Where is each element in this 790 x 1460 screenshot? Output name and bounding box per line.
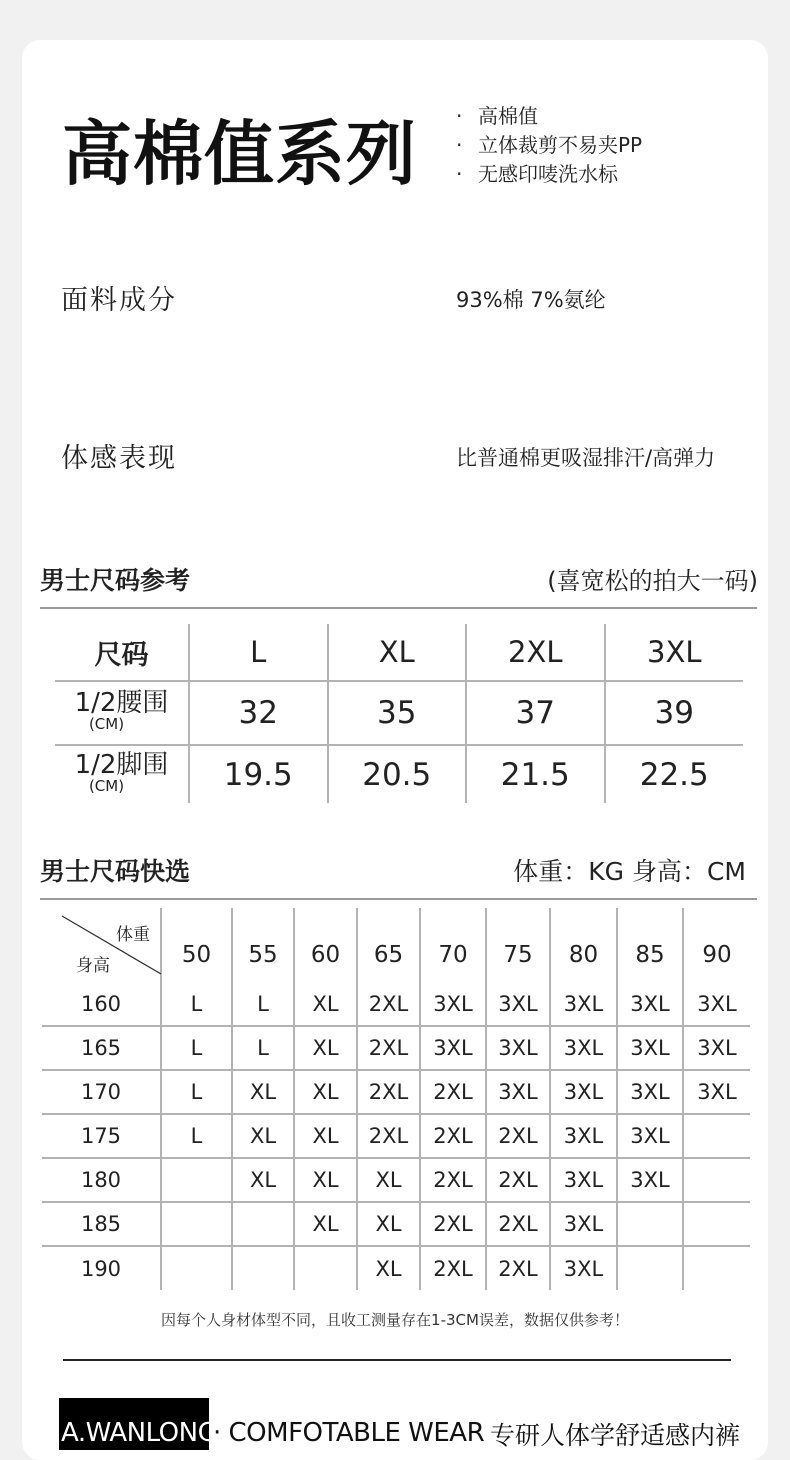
table-cell: 20.5	[328, 745, 467, 803]
table-row	[55, 681, 743, 745]
table-row	[42, 1114, 750, 1158]
quick-select-title: 男士尺码快选	[40, 857, 191, 886]
size-cell: 3XL	[617, 982, 683, 1026]
size-cell	[683, 1158, 750, 1202]
table-cell: 32	[189, 681, 328, 745]
size-cell: XL	[294, 1070, 357, 1114]
weight-header-cell: 80	[550, 908, 617, 982]
weight-header-cell: 50	[161, 908, 232, 982]
size-cell: 3XL	[550, 1070, 617, 1114]
size-cell	[617, 1202, 683, 1246]
measure-unit: (CM)	[88, 776, 125, 795]
size-ref-title: 男士尺码参考	[40, 566, 191, 595]
weight-header-cell: 65	[357, 908, 420, 982]
brand-name: A.WANLONG	[61, 1418, 218, 1448]
disclaimer-text: 因每个人身材体型不同，且收工测量存在1-3CM误差，数据仅供参考！	[161, 1311, 629, 1329]
size-cell: 3XL	[486, 1070, 550, 1114]
size-cell: 2XL	[357, 1070, 420, 1114]
weight-header-cell: 85	[617, 908, 683, 982]
size-cell: 2XL	[486, 1158, 550, 1202]
feature-item	[456, 131, 642, 160]
size-cell: XL	[357, 1246, 420, 1290]
size-cell: 2XL	[357, 1114, 420, 1158]
fabric-label: 面料成分	[61, 285, 177, 316]
size-cell: 2XL	[420, 1202, 486, 1246]
size-cell: 2XL	[357, 982, 420, 1026]
series-title: 高棉值系列	[62, 113, 417, 195]
table-cell: 19.5	[189, 745, 328, 803]
size-cell: XL	[232, 1158, 294, 1202]
size-cell: XL	[232, 1070, 294, 1114]
size-cell: 3XL	[550, 1158, 617, 1202]
bullet-dot: ·	[456, 133, 463, 157]
size-header-cell: XL	[328, 624, 467, 681]
size-cell: XL	[357, 1158, 420, 1202]
weight-header-cell: 55	[232, 908, 294, 982]
size-cell: L	[161, 1114, 232, 1158]
size-cell: XL	[294, 1114, 357, 1158]
height-header-cell: 160	[42, 982, 161, 1026]
size-cell: 3XL	[486, 1026, 550, 1070]
feature-list	[456, 102, 642, 189]
size-cell: L	[232, 982, 294, 1026]
quick-select-units: 体重：KG 身高：CM	[513, 857, 746, 886]
size-cell	[161, 1158, 232, 1202]
weight-header-cell: 75	[486, 908, 550, 982]
size-cell: 2XL	[420, 1114, 486, 1158]
size-cell: 2XL	[420, 1070, 486, 1114]
feature-item	[456, 102, 642, 131]
bullet-dot: ·	[456, 104, 463, 128]
size-cell: 3XL	[617, 1114, 683, 1158]
size-cell: L	[232, 1026, 294, 1070]
height-header-cell: 175	[42, 1114, 161, 1158]
size-cell: 3XL	[617, 1158, 683, 1202]
table-cell: 22.5	[639, 756, 709, 793]
table-cell: 21.5	[466, 745, 605, 803]
weight-header-cell: 70	[420, 908, 486, 982]
divider	[40, 607, 757, 609]
table-row	[55, 745, 743, 803]
size-cell	[683, 1246, 750, 1290]
size-cell: XL	[294, 1026, 357, 1070]
height-header-cell: 190	[42, 1246, 161, 1290]
table-row	[42, 1246, 750, 1290]
weight-header-cell: 90	[702, 942, 732, 968]
size-cell: 3XL	[420, 982, 486, 1026]
measure-label: 1/2腰围	[74, 688, 169, 718]
brand-tagline: · COMFOTABLE WEAR	[213, 1418, 485, 1448]
feel-label: 体感表现	[61, 443, 177, 474]
measure-label: 1/2脚围	[74, 749, 169, 780]
size-cell	[161, 1246, 232, 1290]
weight-axis-label: 体重	[116, 925, 150, 945]
feature-text: 高棉值	[478, 104, 538, 128]
feature-text: 立体裁剪不易夹PP	[478, 133, 643, 157]
table-row	[42, 982, 750, 1026]
table-cell: 35	[328, 681, 467, 745]
divider	[40, 898, 757, 900]
table-cell: 39	[605, 681, 744, 745]
weight-header-cell: 60	[294, 908, 357, 982]
table-row	[42, 1202, 750, 1246]
quick-select-table	[42, 908, 750, 1290]
table-row	[42, 1026, 750, 1070]
table-header-row	[42, 908, 750, 982]
size-header-cell: L	[189, 624, 328, 681]
size-cell: 2XL	[357, 1026, 420, 1070]
size-cell: XL	[357, 1202, 420, 1246]
bullet-dot: ·	[456, 162, 463, 186]
measure-unit: (CM)	[88, 715, 125, 733]
height-header-cell: 165	[42, 1026, 161, 1070]
size-cell	[617, 1246, 683, 1290]
footer-divider	[63, 1359, 731, 1361]
feature-text: 无感印唛洗水标	[478, 162, 618, 186]
size-cell: XL	[294, 982, 357, 1026]
size-cell: L	[161, 982, 232, 1026]
size-cell: 3XL	[617, 1026, 683, 1070]
size-cell	[294, 1246, 357, 1290]
size-cell: 3XL	[683, 1026, 750, 1070]
size-ref-note: (喜宽松的拍大一码)	[547, 567, 758, 595]
size-cell: 2XL	[420, 1246, 486, 1290]
size-cell: L	[161, 1070, 232, 1114]
size-cell	[161, 1202, 232, 1246]
size-cell: 2XL	[486, 1246, 550, 1290]
height-header-cell: 180	[42, 1158, 161, 1202]
size-cell: 3XL	[486, 982, 550, 1026]
size-cell: 3XL	[683, 982, 750, 1026]
feature-item	[456, 160, 642, 189]
table-row	[42, 1070, 750, 1114]
table-cell: 37	[466, 681, 605, 745]
size-cell	[683, 1202, 750, 1246]
size-cell: XL	[294, 1202, 357, 1246]
size-cell: 3XL	[550, 1026, 617, 1070]
size-header-cell: 3XL	[605, 624, 744, 681]
size-cell: 2XL	[486, 1114, 550, 1158]
size-cell	[232, 1246, 294, 1290]
size-cell: XL	[232, 1114, 294, 1158]
fabric-value: 93%棉 7%氨纶	[456, 288, 606, 312]
size-cell: 3XL	[550, 1114, 617, 1158]
feel-value: 比普通棉更吸湿排汗/高弹力	[456, 446, 716, 470]
height-axis-label: 身高	[76, 956, 110, 976]
size-cell	[232, 1202, 294, 1246]
size-cell: 3XL	[420, 1026, 486, 1070]
size-cell: 3XL	[550, 982, 617, 1026]
table-header-row	[55, 624, 743, 681]
height-header-cell: 170	[42, 1070, 161, 1114]
height-header-cell: 185	[42, 1202, 161, 1246]
size-cell: 2XL	[486, 1202, 550, 1246]
row-header	[55, 681, 189, 745]
size-header-label: 尺码	[55, 624, 189, 681]
size-cell: L	[161, 1026, 232, 1070]
row-header	[55, 745, 189, 803]
table-row	[42, 1158, 750, 1202]
size-cell: XL	[294, 1158, 357, 1202]
brand-slogan: 专研人体学舒适感内裤	[490, 1421, 741, 1450]
size-header-cell: 2XL	[466, 624, 605, 681]
size-reference-table	[55, 624, 743, 803]
size-cell: 3XL	[550, 1246, 617, 1290]
size-cell	[683, 1114, 750, 1158]
size-cell: 3XL	[617, 1070, 683, 1114]
size-cell: 2XL	[420, 1158, 486, 1202]
size-cell: 3XL	[550, 1202, 617, 1246]
size-cell: 3XL	[683, 1070, 750, 1114]
corner-cell	[42, 908, 161, 982]
